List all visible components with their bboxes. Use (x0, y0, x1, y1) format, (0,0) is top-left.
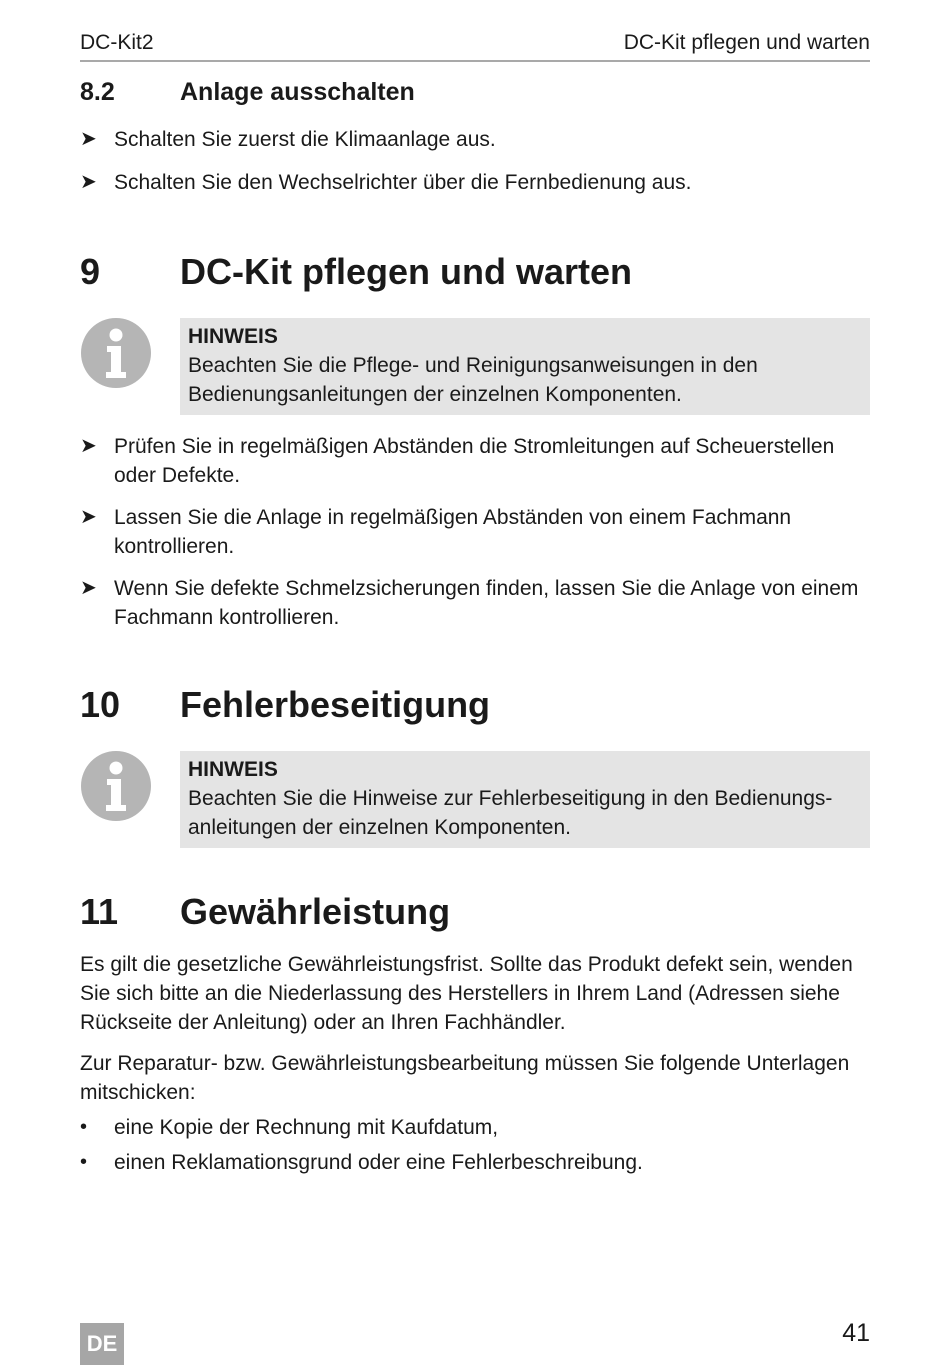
section-title: Anlage ausschalten (180, 78, 415, 106)
section-title: Gewährleistung (180, 891, 451, 932)
note-box (180, 751, 870, 848)
note-line: Beachten Sie die Pflege- und Reinigungsanweisungen in den (188, 354, 758, 377)
list-item (80, 432, 870, 490)
header-doc-title: DC-Kit2 (80, 31, 154, 54)
step-line: Lassen Sie die Anlage in regelmäßigen Abständen von einem Fachmann (114, 506, 792, 529)
note-line: Beachten Sie die Hinweise zur Fehlerbeseitigung in den Bedienungs- (188, 787, 833, 810)
note-title: HINWEIS (188, 758, 278, 781)
step-line: Prüfen Sie in regelmäßigen Abständen die Stromleitungen auf Scheuerstellen (114, 435, 835, 458)
arrow-bullet-icon: ➤ (80, 128, 97, 150)
note-box (180, 318, 870, 415)
list-item (80, 1113, 870, 1142)
documents-paragraph (80, 1049, 870, 1107)
page-number: 41 (842, 1319, 870, 1347)
paragraph-line: Sie sich bitte an die Niederlassung des Herstellers in Ihrem Land (Adressen siehe (80, 982, 840, 1005)
language-badge: DE (80, 1323, 124, 1365)
section-9-steps (80, 432, 870, 632)
step-line: oder Defekte. (114, 464, 241, 487)
paragraph-line: Zur Reparatur- bzw. Gewährleistungsbearbeitung müssen Sie folgende Unterlagen (80, 1052, 850, 1075)
list-item (80, 574, 870, 632)
list-item (80, 168, 870, 197)
step-text: Schalten Sie zuerst die Klimaanlage aus. (114, 128, 496, 151)
list-item (80, 1148, 870, 1177)
paragraph-line: mitschicken: (80, 1081, 196, 1104)
header-chapter-title: DC-Kit pflegen und warten (623, 31, 870, 54)
step-line: Wenn Sie defekte Schmelzsicherungen finden, lassen Sie die Anlage von einem (114, 577, 859, 600)
paragraph-line: Rückseite der Anleitung) oder an Ihren Fachhändler. (80, 1011, 566, 1034)
arrow-bullet-icon: ➤ (80, 506, 97, 528)
arrow-bullet-icon: ➤ (80, 435, 97, 457)
documents-list (80, 1113, 870, 1177)
section-number: 8.2 (80, 78, 115, 106)
page-header (80, 30, 870, 62)
section-number: 10 (80, 684, 121, 725)
section-8-2-steps (80, 125, 870, 197)
bullet-text: einen Reklamationsgrund oder eine Fehlerbeschreibung. (114, 1151, 643, 1174)
section-title: DC-Kit pflegen und warten (180, 251, 632, 292)
section-number: 11 (80, 891, 119, 932)
note-line: anleitungen der einzelnen Komponenten. (188, 816, 571, 839)
info-icon (80, 317, 152, 389)
step-line: kontrollieren. (114, 535, 235, 558)
bullet-text: eine Kopie der Rechnung mit Kaufdatum, (114, 1116, 499, 1139)
warranty-paragraph (80, 950, 870, 1037)
paragraph-line: Es gilt die gesetzliche Gewährleistungsfrist. Sollte das Produkt defekt sein, wenden (80, 953, 853, 976)
arrow-bullet-icon: ➤ (80, 171, 97, 193)
step-text: Schalten Sie den Wechselrichter über die Fernbedienung aus. (114, 171, 692, 194)
list-item (80, 125, 870, 154)
arrow-bullet-icon: ➤ (80, 577, 97, 599)
bullet-dot-icon: • (80, 1151, 88, 1173)
list-item (80, 503, 870, 561)
note-line: Bedienungsanleitungen der einzelnen Komponenten. (188, 383, 682, 406)
section-title: Fehlerbeseitigung (180, 684, 491, 725)
step-line: Fachmann kontrollieren. (114, 606, 340, 629)
bullet-dot-icon: • (80, 1116, 88, 1138)
info-icon (80, 750, 152, 822)
note-title: HINWEIS (188, 325, 278, 348)
section-number: 9 (80, 251, 101, 292)
